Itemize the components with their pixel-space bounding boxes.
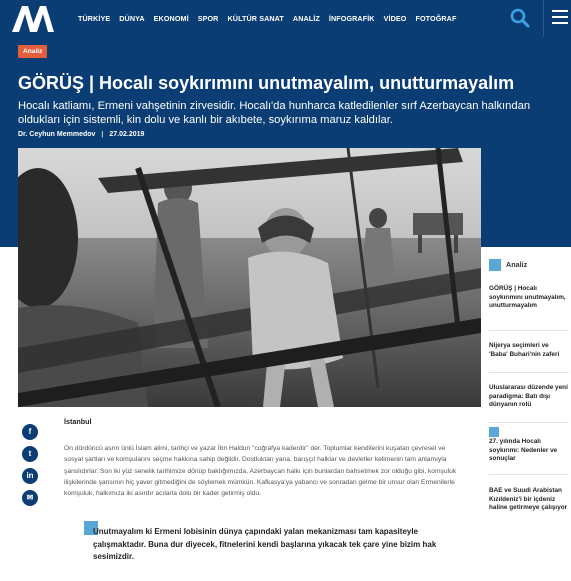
hamburger-menu-icon[interactable] [552, 10, 568, 26]
publish-date: 27.02.2019 [109, 131, 145, 138]
article-subtitle: Hocalı katliamı, Ermeni vahşetinin zirvesidir. Hocalı'da hunharca katledilenler sırf Azerbaycan halkından oldukları için sistemli, kin dolu ve kanlı bir akıbete, soykırıma maruz kaldılar. [18, 100, 531, 126]
nav-item-infografik[interactable]: İNFOGRAFİK [328, 14, 375, 23]
article-photo [18, 148, 481, 407]
nav-divider [543, 0, 544, 37]
nav-item-kultur-sanat[interactable]: KÜLTÜR SANAT [227, 14, 284, 23]
nav-item-turkiye[interactable]: TÜRKİYE [78, 14, 111, 23]
article-body: On dördüncü asrın ünlü İslam alimi, tarihçi ve yazar İbn Haldun "coğrafya kaderdir" der. Toplumlar kendilerini kuşatan çevresel ve sosyal şartları ve komşularını seçme hakkına sahip değildir. Dostluktan yana, barışçıl halklar ve devletler kelimenin tam anlamıyla şanslıdırlar. Son iki yüz senelik tarihimize dönüp baktığımızda, Azerbaycan halkı için bunlardan bahsetmek zor olduğu gibi, komşuluk ilişkilerinde şansının hiç yaver gitmediğini de söylemek mümkün. Kafkasya'ya yabancı ve sonradan gelme bir unsur olan Ermenilerle komşuluk, halkımıza iki asırdır acılarla dolu bir kader getirmiş oldu. [64, 445, 457, 498]
nav-item-analiz[interactable]: ANALİZ [292, 14, 320, 23]
nav-item-spor[interactable]: SPOR [197, 14, 219, 23]
sidebar-divider [489, 330, 569, 331]
sidebar-article-link[interactable]: Nijerya seçimleri ve 'Baba' Buhari'nin zaferi [489, 342, 560, 358]
author-name[interactable]: Dr. Ceyhun Memmedov [18, 131, 96, 138]
sidebar-marker-icon [489, 427, 499, 437]
main-nav [78, 0, 456, 37]
sidebar-divider [489, 372, 569, 373]
meta-separator: | [101, 131, 104, 138]
pull-quote: Unutmayalım ki Ermeni lobisinin dünya çapındaki yalan mekanizması tam kapasiteyle çalışmaktadır. Buna dur diyecek, fitnelerini kendi başlarına yıkacak tek çare yine bizim hak sesimizdir. [93, 527, 437, 561]
sidebar-article-link[interactable]: 27. yılında Hocalı soykırımı: Nedenler ve sonuçlar [489, 438, 558, 462]
nav-item-fotograf[interactable]: FOTOĞRAF [415, 14, 457, 23]
top-navbar [0, 0, 571, 37]
category-badge[interactable]: Analiz [18, 45, 47, 58]
nav-item-ekonomi[interactable]: EKONOMİ [153, 14, 189, 23]
facebook-share-icon[interactable]: f [22, 424, 38, 440]
article-city: İstanbul [64, 417, 92, 426]
nav-item-video[interactable]: VİDEO [383, 14, 407, 23]
email-share-icon[interactable]: ✉ [22, 490, 38, 506]
page-title: GÖRÜŞ | Hocalı soykırımını unutmayalım, unutturmayalım [18, 73, 515, 93]
nav-item-dunya[interactable]: DÜNYA [119, 14, 145, 23]
sidebar-divider [489, 474, 569, 475]
sidebar-divider [489, 422, 569, 423]
sidebar-title[interactable]: Analiz [506, 260, 528, 269]
linkedin-share-icon[interactable]: in [22, 468, 38, 484]
aa-logo[interactable] [10, 4, 56, 34]
article-meta [18, 131, 144, 138]
twitter-share-icon[interactable]: t [22, 446, 38, 462]
sidebar-article-link[interactable]: GÖRÜŞ | Hocalı soykırımını unutmayalım, unutturmayalım [489, 285, 566, 309]
search-icon[interactable] [509, 7, 531, 29]
sidebar-article-link[interactable]: Uluslararası düzende yeni paradigma: Batı dışı dünyanın rolü [489, 384, 568, 408]
analiz-section-icon [489, 259, 501, 271]
sidebar-article-link[interactable]: BAE ve Suudi Arabistan Kızıldeniz'i bir içdeniz haline getirmeye çalışıyor [489, 487, 568, 511]
